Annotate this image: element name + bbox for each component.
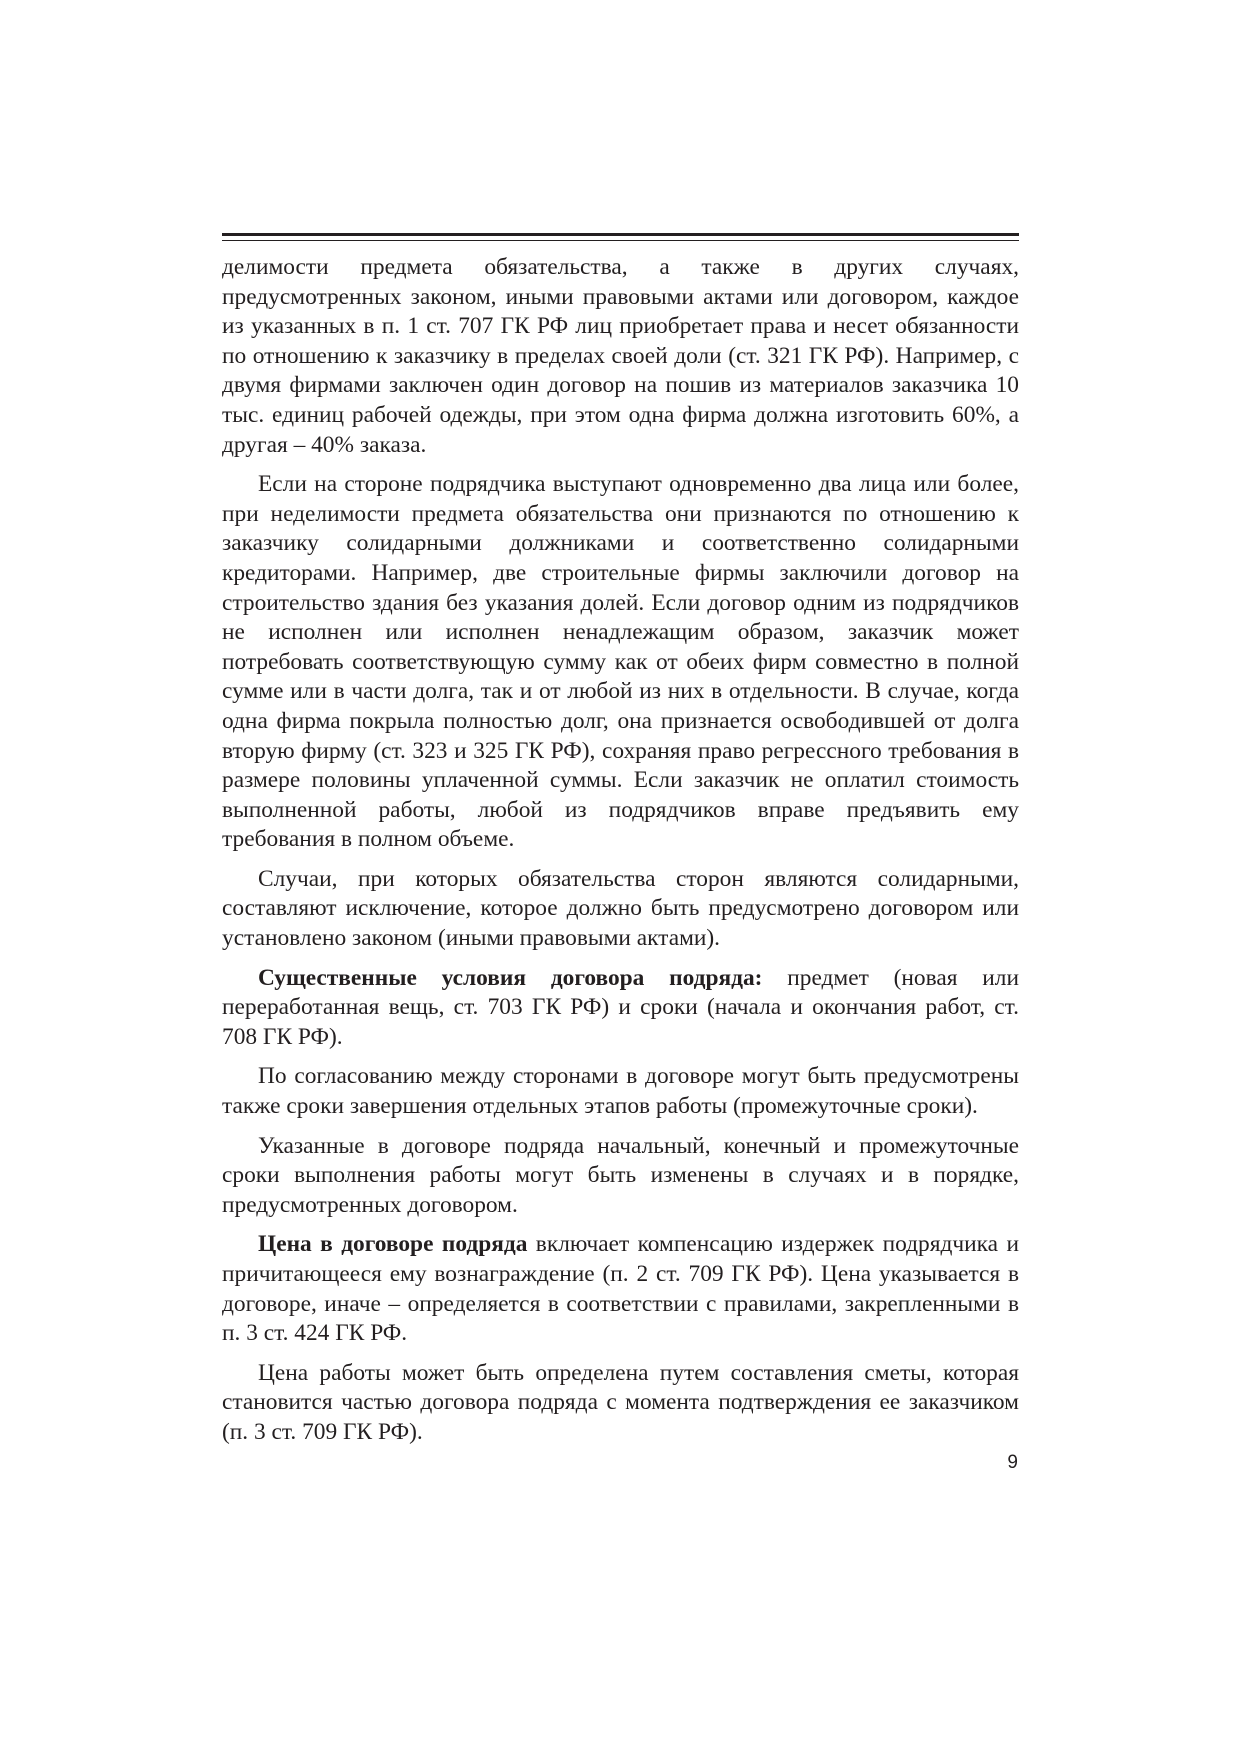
- paragraph-5: [222, 1062, 1019, 1121]
- paragraph-2-text: Если на стороне подрядчика выступают одновременно два лица или более, при неделимости предмета обязательства они признаются по отношению к заказчику солидарными должниками и соответственно солидарными кредиторами. Например, две строительные фирмы заключили договор на строительство здания без указания долей. Если договор одним из подрядчиков не исполнен или исполнен ненадлежащим образом, заказчик может потребовать соответствующую сумму как от обеих фирм совместно в полной сумме или в части долга, так и от любой из них в отдельности. В случае, когда одна фирма покрыла полностью долг, она признается освободившей от долга вторую фирму (ст. 323 и 325 ГК РФ), сохраняя право регрессного требования в размере половины уплаченной суммы. Если заказчик не оплатил стоимость выполненной работы, любой из подрядчиков вправе предъявить ему требования в полном объеме.: [222, 471, 1019, 853]
- paragraph-7-text: включает компенсацию издержек подрядчика и причитающееся ему вознаграждение (п. 2 ст. 709 ГК РФ). Цена указывается в договоре, иначе – определяется в соответствии с правилами, закрепленными в п. 3 ст. 424 ГК РФ.: [222, 1231, 1019, 1347]
- paragraph-8: [222, 1359, 1019, 1448]
- header-rule-thin: [222, 240, 1019, 241]
- paragraph-4-text: предмет (новая или переработанная вещь, ст. 703 ГК РФ) и сроки (начала и окончания работ, ст. 708 ГК РФ).: [222, 964, 1019, 1050]
- body-text: [222, 253, 1019, 1458]
- paragraph-3-text: Случаи, при которых обязательства сторон являются солидарными, составляют исключение, которое должно быть предусмотрено договором или установлено законом (иными правовыми актами).: [222, 865, 1019, 952]
- paragraph-2: [222, 470, 1019, 855]
- paragraph-5-text: По согласованию между сторонами в договоре могут быть предусмотрены также сроки завершения отдельных этапов работы (промежуточные сроки).: [222, 1063, 1019, 1120]
- paragraph-1: [222, 253, 1019, 460]
- header-rule: [222, 233, 1019, 236]
- paragraph-7: [222, 1230, 1019, 1348]
- paragraph-6-text: Указанные в договоре подряда начальный, конечный и промежуточные сроки выполнения работы могут быть изменены в случаях и в порядке, предусмотренных договором.: [222, 1132, 1019, 1218]
- paragraph-4: [222, 964, 1019, 1053]
- paragraph-6: [222, 1132, 1019, 1221]
- paragraph-3: [222, 865, 1019, 954]
- paragraph-4-bold-lead: Существенные условия договора подряда:: [258, 964, 763, 991]
- page-number: 9: [1007, 1452, 1018, 1473]
- paragraph-7-bold-lead: Цена в договоре подряда: [258, 1231, 528, 1258]
- paragraph-8-text: Цена работы может быть определена путем составления сметы, которая становится частью договора подряда с момента подтверждения ее заказчиком (п. 3 ст. 709 ГК РФ).: [222, 1359, 1019, 1445]
- paragraph-1-text: делимости предмета обязательства, а также в других случаях, предусмотренных законом, иными правовыми актами или договором, каждое из указанных в п. 1 ст. 707 ГК РФ лиц приобретает права и несет обязанности по отношению к заказчику в пределах своей доли (ст. 321 ГК РФ). Например, с двумя фирмами заключен один договор на пошив из материалов заказчика 10 тыс. единиц рабочей одежды, при этом одна фирма должна изготовить 60%, а другая – 40% заказа.: [222, 254, 1019, 458]
